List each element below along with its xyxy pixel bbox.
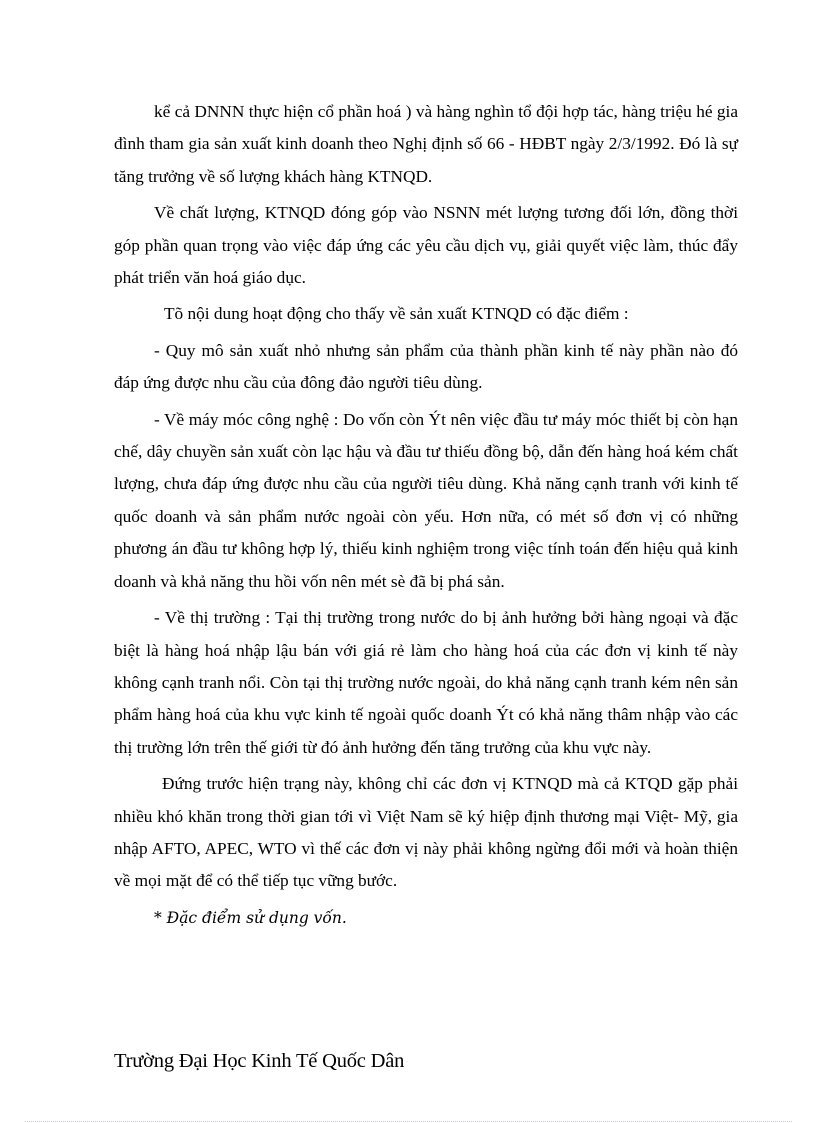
document-body xyxy=(114,96,738,938)
paragraph-market: - Về thị trường : Tại thị trường trong nước do bị ảnh hưởng bởi hàng ngoại và đặc biệt là hàng hoá nhập lậu bán với giá rẻ làm cho hàng hoá của các đơn vị kinh tế này không cạnh tranh nổi. Còn tại thị trường nước ngoài, do khả năng cạnh tranh kém nên sản phẩm hàng hoá của khu vực kinh tế ngoài quốc doanh Ýt có khả năng thâm nhập vào các thị trường lớn trên thế giới từ đó ảnh hưởng đến tăng trưởng của khu vực này. xyxy=(114,608,738,757)
paragraph-technology: - Về máy móc công nghệ : Do vốn còn Ýt nên việc đầu tư máy móc thiết bị còn hạn chế, dây chuyền sản xuất còn lạc hậu và đầu tư thiếu đồng bộ, dẫn đến hàng hoá kém chất lượng, chưa đáp ứng được nhu cầu của người tiêu dùng. Khả năng cạnh tranh với kinh tế quốc doanh và sản phẩm nước ngoài còn yếu. Hơn nữa, có mét số đơn vị có những phương án đầu tư không hợp lý, thiếu kinh nghiệm trong việc tính toán đến hiệu quả kinh doanh và khả năng thu hồi vốn nên mét sè đã bị phá sản. xyxy=(114,409,738,591)
page-bottom-border xyxy=(25,1121,792,1122)
paragraph-characteristics-intro: Tõ nội dung hoạt động cho thấy về sản xuất KTNQD có đặc điểm : xyxy=(164,304,629,324)
paragraph-growth-quantity: kể cả DNNN thực hiện cổ phần hoá ) và hàng nghìn tổ đội hợp tác, hàng triệu hé gia đình tham gia sản xuất kinh doanh theo Nghị định số 66 - HĐBT ngày 2/3/1992. Đó là sự tăng trưởng về số lượng khách hàng KTNQD. xyxy=(114,102,738,186)
section-heading-capital-usage: * Đặc điểm sử dụng vốn. xyxy=(154,908,347,927)
paragraph-current-situation: Đứng trước hiện trạng này, không chỉ các đơn vị KTNQD mà cả KTQD gặp phải nhiều khó khăn trong thời gian tới vì Việt Nam sẽ ký hiệp định thương mại Việt- Mỹ, gia nhập AFTO, APEC, WTO vì thế các đơn vị này phải không ngừng đổi mới và hoàn thiện về mọi mặt để có thể tiếp tục vững bước. xyxy=(114,774,738,891)
page-footer: Trường Đại Học Kinh Tế Quốc Dân xyxy=(114,1050,405,1072)
paragraph-quality: Về chất lượng, KTNQD đóng góp vào NSNN mét lượng tương đối lớn, đồng thời góp phần quan trọng vào việc đáp ứng các yêu cầu dịch vụ, giải quyết việc làm, thúc đẩy phát triển văn hoá giáo dục. xyxy=(114,203,738,288)
paragraph-scale: - Quy mô sản xuất nhỏ nhưng sản phẩm của thành phần kinh tế này phần nào đó đáp ứng được nhu cầu của đông đảo người tiêu dùng. xyxy=(114,340,738,393)
